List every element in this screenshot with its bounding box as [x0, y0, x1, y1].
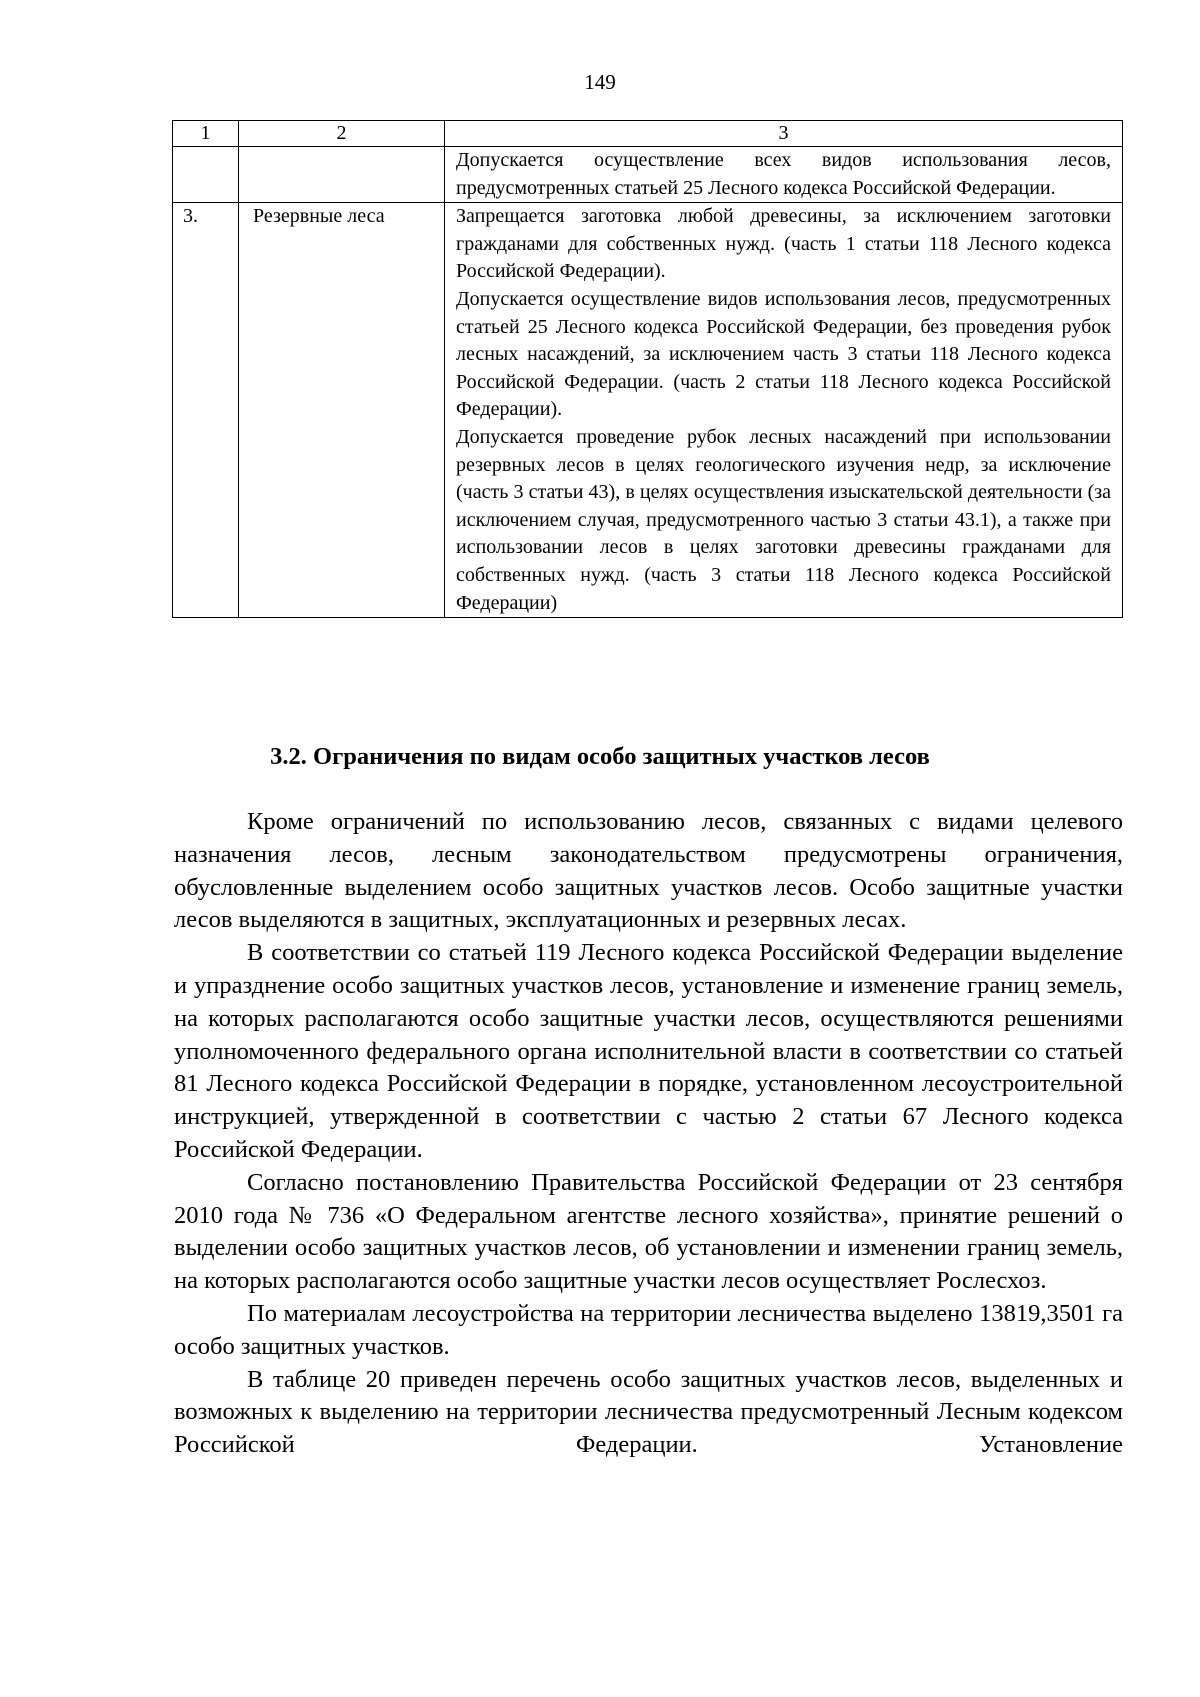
row-category [239, 147, 445, 203]
table-row [173, 203, 1123, 618]
body-text [174, 806, 1123, 1462]
description-paragraph: Допускается проведение рубок лесных насаждений при использовании резервных лесов в целях геологического изучения недр, за исключение (часть 3 статьи 43), в целях осуществления изыскательской деятельности (за исключением случая, предусмотренного частью 3 статьи 43.1), а также при использовании лесов в целях заготовки древесины гражданами для собственных нужд. (часть 3 статьи 118 Лесного кодекса Российской Федерации) [456, 425, 1111, 614]
description-paragraph: Запрещается заготовка любой древесины, за исключением заготовки гражданами для собственных нужд. (часть 1 статьи 118 Лесного кодекса Российской Федерации). [456, 205, 1111, 283]
body-paragraph: Согласно постановлению Правительства Российской Федерации от 23 сентября 2010 года № 736 «О Федеральном агентстве лесного хозяйства», принятие решений о выделении особо защитных участков лесов, об установлении и изменении границ земель, на которых располагаются особо защитные участки лесов осуществляет Рослесхоз. [174, 1168, 1123, 1295]
row-description [445, 203, 1123, 618]
body-paragraph: По материалам лесоустройства на территории лесничества выделено 13819,3501 га особо защитных участков. [174, 1299, 1123, 1360]
page-number: 149 [584, 70, 616, 94]
row-number: 3. [173, 203, 239, 618]
body-paragraph: В соответствии со статьей 119 Лесного кодекса Российской Федерации выделение и упразднение особо защитных участков лесов, установление и изменение границ земель, на которых располагаются особо защитные участки лесов, осуществляются решениями уполномоченного федерального органа исполнительной власти в соответствии со статьей 81 Лесного кодекса Российской Федерации в порядке, установленном лесоустроительной инструкцией, утвержденной в соответствии с частью 2 статьи 67 Лесного кодекса Российской Федерации. [174, 939, 1123, 1163]
header-cell-3: 3 [445, 121, 1123, 147]
row-description [445, 147, 1123, 203]
table-row [173, 147, 1123, 203]
row-category: Резервные леса [239, 203, 445, 618]
description-paragraph: Допускается осуществление видов использования лесов, предусмотренных статьей 25 Лесного кодекса Российской Федерации, без проведения рубок лесных насаждений, за исключением часть 3 статьи 118 Лесного кодекса Российской Федерации. (часть 2 статьи 118 Лесного кодекса Российской Федерации). [456, 287, 1111, 421]
section-title: 3.2. Ограничения по видам особо защитных участков лесов [270, 743, 930, 770]
restrictions-table [172, 120, 1123, 618]
table-header-row [173, 121, 1123, 147]
description-paragraph: Допускается осуществление всех видов использования лесов, предусмотренных статьей 25 Лесного кодекса Российской Федерации. [456, 149, 1111, 199]
body-paragraph: Кроме ограничений по использованию лесов, связанных с видами целевого назначения лесов, лесным законодательством предусмотрены ограничения, обусловленные выделением особо защитных участков лесов. Особо защитные участки лесов выделяются в защитных, эксплуатационных и резервных лесах. [174, 808, 1123, 934]
body-paragraph: В таблице 20 приведен перечень особо защитных участков лесов, выделенных и возможных к выделению на территории лесничества предусмотренный Лесным кодексом Российской Федерации. Установление [174, 1365, 1123, 1459]
header-cell-2: 2 [239, 121, 445, 147]
row-number [173, 147, 239, 203]
header-cell-1: 1 [173, 121, 239, 147]
